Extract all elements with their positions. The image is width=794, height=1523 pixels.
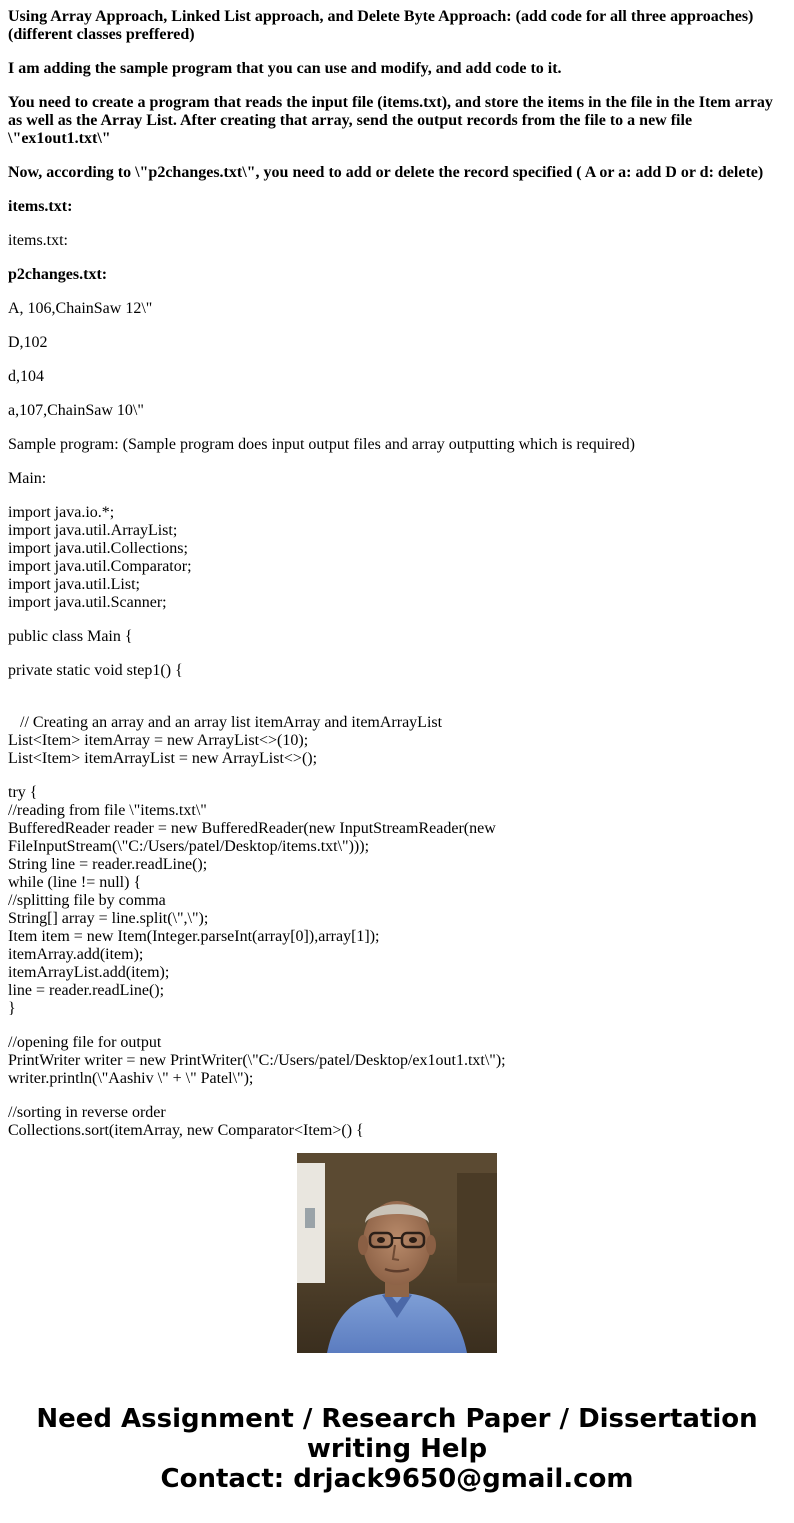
code-line: import java.util.Comparator; [8, 558, 192, 575]
code-line: import java.util.Scanner; [8, 594, 167, 611]
sample-program-intro: Sample program: (Sample program does input output files and array outputting which is required) [8, 436, 635, 453]
main-label: Main: [8, 470, 47, 487]
code-comment: //splitting file by comma [8, 892, 166, 909]
code-line: Collections.sort(itemArray, new Comparator<Item>() { [8, 1122, 364, 1139]
code-line: FileInputStream(\"C:/Users/patel/Desktop/items.txt\"))); [8, 838, 370, 855]
code-line: import java.util.Collections; [8, 540, 188, 557]
code-line: itemArray.add(item); [8, 946, 144, 963]
contact-email[interactable]: Contact: drjack9650@gmail.com [160, 1464, 634, 1494]
code-line: BufferedReader reader = new BufferedReader(new InputStreamReader(new [8, 820, 496, 837]
tutor-photo-icon [297, 1153, 497, 1353]
code-line: } [8, 1000, 16, 1017]
imports-block [8, 504, 780, 612]
help-line: writing Help [306, 1434, 488, 1464]
code-line: import java.io.*; [8, 504, 115, 521]
code-line: writer.println(\"Aashiv \" + \" Patel\"); [8, 1070, 254, 1087]
question-heading-approaches: Using Array Approach, Linked List approach, and Delete Byte Approach: (add code for all three approaches) (different classes preffered) [8, 8, 754, 43]
items-file-label: items.txt: [8, 232, 68, 249]
changes-file-heading: p2changes.txt: [8, 266, 108, 283]
change-record: D,102 [8, 334, 48, 351]
question-heading-task: You need to create a program that reads the input file (items.txt), and store the items in the file in the Item array as well as the Array List. After creating that array, send the output records from the file to a new file \"ex1out1.txt\" [8, 94, 773, 147]
help-line: Need Assignment / Research Paper / Dissertation [36, 1404, 758, 1434]
method-declaration: private static void step1() { [8, 662, 183, 679]
code-line: String line = reader.readLine(); [8, 856, 208, 873]
question-document [8, 0, 780, 1139]
code-comment: //opening file for output [8, 1034, 162, 1051]
question-heading-sample: I am adding the sample program that you can use and modify, and add code to it. [8, 60, 562, 77]
class-declaration: public class Main { [8, 628, 133, 645]
code-line: import java.util.ArrayList; [8, 522, 178, 539]
code-line: List<Item> itemArray = new ArrayList<>(10); [8, 732, 309, 749]
code-line: try { [8, 784, 38, 801]
output-block [8, 1034, 780, 1088]
help-contact-text [0, 1404, 794, 1494]
code-comment: // Creating an array and an array list itemArray and itemArrayList [8, 714, 443, 731]
change-record: a,107,ChainSaw 10\" [8, 402, 144, 419]
code-comment: //sorting in reverse order [8, 1104, 166, 1121]
array-declaration-block [8, 696, 780, 768]
code-line: import java.util.List; [8, 576, 140, 593]
items-file-heading: items.txt: [8, 198, 73, 215]
code-line: String[] array = line.split(\",\"); [8, 910, 209, 927]
code-line: List<Item> itemArrayList = new ArrayList<>(); [8, 750, 318, 767]
code-line: PrintWriter writer = new PrintWriter(\"C:/Users/patel/Desktop/ex1out1.txt\"); [8, 1052, 506, 1069]
code-line: line = reader.readLine(); [8, 982, 165, 999]
code-line: itemArrayList.add(item); [8, 964, 170, 981]
change-record: d,104 [8, 368, 44, 385]
code-line: Item item = new Item(Integer.parseInt(array[0]),array[1]); [8, 928, 380, 945]
try-block [8, 784, 780, 1018]
question-heading-changes: Now, according to \"p2changes.txt\", you need to add or delete the record specified ( A or a: add D or d: delete) [8, 164, 764, 181]
change-record: A, 106,ChainSaw 12\" [8, 300, 153, 317]
code-line [8, 696, 780, 714]
code-line: while (line != null) { [8, 874, 142, 891]
help-promo [0, 1122, 794, 1523]
code-comment: //reading from file \"items.txt\" [8, 802, 207, 819]
